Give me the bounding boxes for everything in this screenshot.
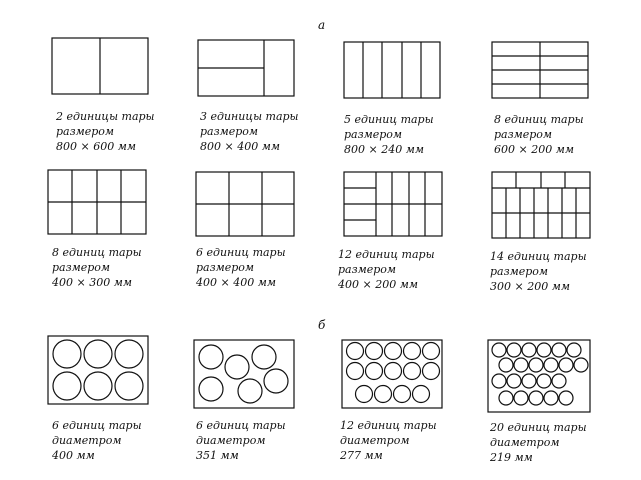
pattern-20-circles-219mm [488,340,590,412]
pattern-12-units-400x200 [344,172,442,236]
caption-size: 800 × 600 мм [56,140,136,153]
pattern-8-units-400x300 [48,170,146,234]
caption-count: 6 единиц тары [52,419,142,432]
caption-rect-3 [344,112,434,157]
caption-size: 400 × 300 мм [52,276,132,289]
caption-count: 12 единиц тары [340,419,437,432]
caption-measure: размером [196,261,255,274]
pattern-8-units-600x200 [492,42,588,98]
caption-size: 219 мм [490,451,533,464]
caption-count: 6 единиц тары [196,419,286,432]
section-a-label: а [318,18,326,32]
caption-count: 2 единицы тары [56,110,155,123]
caption-measure: размером [200,125,259,138]
caption-measure: диаметром [340,434,410,447]
caption-measure: диаметром [490,436,560,449]
pattern-6-units-400x400 [196,172,294,236]
caption-count: 3 единицы тары [200,110,299,123]
caption-rect-4 [494,112,584,157]
caption-count: 8 единиц тары [494,113,584,126]
caption-measure: размером [490,265,549,278]
caption-rect-2 [200,109,299,154]
caption-measure: размером [344,128,403,141]
caption-count: 20 единиц тары [490,421,587,434]
pattern-5-units-800x240 [344,42,440,98]
pattern-12-circles-277mm [342,340,442,408]
caption-size: 400 × 400 мм [196,276,276,289]
caption-circle-2 [196,418,286,463]
caption-measure: размером [338,263,397,276]
caption-size: 800 × 400 мм [200,140,280,153]
caption-rect-7 [338,247,435,292]
caption-measure: размером [494,128,553,141]
caption-measure: диаметром [196,434,266,447]
pattern-3-units-800x400 [198,40,294,96]
pattern-6-circles-400mm [48,336,148,404]
caption-count: 8 единиц тары [52,246,142,259]
caption-rect-8 [490,249,587,294]
pattern-6-circles-351mm [194,340,294,408]
caption-rect-6 [196,245,286,290]
caption-size: 351 мм [196,449,239,462]
pattern-14-units-300x200 [492,172,590,238]
pattern-2-units-800x600 [52,38,148,94]
caption-rect-5 [52,245,142,290]
caption-size: 400 × 200 мм [338,278,418,291]
caption-count: 12 единиц тары [338,248,435,261]
caption-circle-1 [52,418,142,463]
caption-count: 6 единиц тары [196,246,286,259]
caption-circle-3 [340,418,437,463]
caption-count: 14 единиц тары [490,250,587,263]
caption-size: 600 × 200 мм [494,143,574,156]
caption-circle-4 [490,420,587,465]
caption-size: 300 × 200 мм [490,280,570,293]
caption-count: 5 единиц тары [344,113,434,126]
caption-rect-1 [56,109,155,154]
caption-size: 277 мм [340,449,383,462]
caption-measure: размером [52,261,111,274]
caption-measure: размером [56,125,115,138]
caption-measure: диаметром [52,434,122,447]
caption-size: 400 мм [52,449,95,462]
caption-size: 800 × 240 мм [344,143,424,156]
section-b-label: б [318,318,326,332]
